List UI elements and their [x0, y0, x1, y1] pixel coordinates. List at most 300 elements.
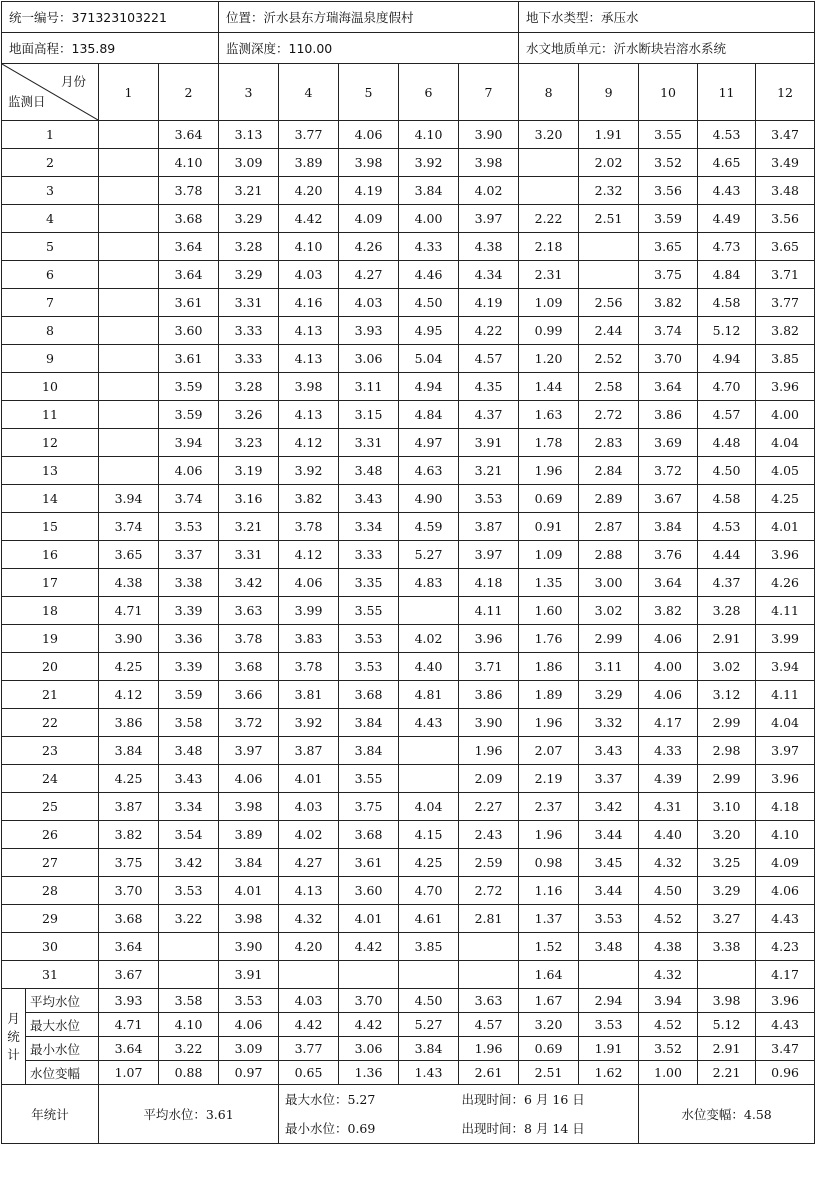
water-level-cell: 3.81 — [279, 681, 339, 709]
water-level-cell: 3.98 — [339, 149, 399, 177]
water-level-cell: 4.11 — [756, 597, 815, 625]
water-level-cell: 3.86 — [639, 401, 698, 429]
water-level-cell: 1.96 — [519, 709, 579, 737]
water-level-cell: 3.90 — [99, 625, 159, 653]
water-level-cell: 4.38 — [459, 233, 519, 261]
water-level-cell: 3.55 — [339, 597, 399, 625]
month-header: 7 — [459, 64, 519, 121]
table-row — [2, 877, 815, 905]
water-level-cell: 4.52 — [639, 905, 698, 933]
water-level-cell: 3.33 — [219, 317, 279, 345]
water-level-cell: 3.06 — [339, 345, 399, 373]
table-row — [2, 429, 815, 457]
water-level-cell: 4.12 — [279, 541, 339, 569]
water-level-cell — [99, 457, 159, 485]
water-level-cell: 4.03 — [279, 793, 339, 821]
water-level-cell: 3.61 — [159, 345, 219, 373]
water-level-cell: 3.84 — [339, 737, 399, 765]
water-level-cell: 0.99 — [519, 317, 579, 345]
water-level-cell: 4.50 — [639, 877, 698, 905]
water-level-cell: 1.09 — [519, 289, 579, 317]
water-level-cell: 3.64 — [159, 261, 219, 289]
day-number: 10 — [2, 373, 99, 401]
water-level-cell: 3.47 — [756, 121, 815, 149]
water-level-cell: 3.09 — [219, 149, 279, 177]
water-level-cell: 0.91 — [519, 513, 579, 541]
water-level-cell: 4.32 — [639, 961, 698, 989]
water-level-cell: 3.75 — [639, 261, 698, 289]
water-level-cell: 3.76 — [639, 541, 698, 569]
water-level-cell: 4.10 — [756, 821, 815, 849]
stat-value: 3.84 — [399, 1037, 459, 1061]
stat-value: 0.65 — [279, 1061, 339, 1085]
water-level-cell: 4.57 — [459, 345, 519, 373]
day-number: 12 — [2, 429, 99, 457]
water-level-cell: 3.56 — [756, 205, 815, 233]
table-row — [2, 765, 815, 793]
day-number: 2 — [2, 149, 99, 177]
water-level-cell: 3.68 — [339, 681, 399, 709]
water-level-cell: 3.82 — [639, 597, 698, 625]
water-level-cell: 3.98 — [219, 793, 279, 821]
water-level-cell — [99, 233, 159, 261]
water-level-cell: 3.11 — [579, 653, 639, 681]
water-level-cell: 1.89 — [519, 681, 579, 709]
table-row — [2, 149, 815, 177]
water-level-cell: 4.25 — [399, 849, 459, 877]
water-level-cell: 4.17 — [639, 709, 698, 737]
water-level-cell: 2.83 — [579, 429, 639, 457]
water-level-cell: 1.96 — [519, 821, 579, 849]
table-row — [2, 345, 815, 373]
water-level-cell: 3.84 — [339, 709, 399, 737]
water-level-cell: 4.70 — [698, 373, 756, 401]
water-level-cell: 2.84 — [579, 457, 639, 485]
stat-value: 5.12 — [698, 1013, 756, 1037]
table-row — [2, 597, 815, 625]
month-header: 12 — [756, 64, 815, 121]
water-level-cell: 3.96 — [756, 541, 815, 569]
groundwater-type: 地下水类型：承压水 — [519, 2, 815, 33]
water-level-cell: 3.74 — [639, 317, 698, 345]
day-number: 16 — [2, 541, 99, 569]
water-level-cell: 1.09 — [519, 541, 579, 569]
water-level-cell: 1.60 — [519, 597, 579, 625]
water-level-cell: 3.96 — [459, 625, 519, 653]
water-level-cell: 4.57 — [698, 401, 756, 429]
water-level-cell: 4.00 — [639, 653, 698, 681]
water-level-cell: 4.50 — [698, 457, 756, 485]
water-level-cell: 3.59 — [159, 681, 219, 709]
group-char: 月 — [7, 1010, 20, 1026]
water-level-cell: 4.38 — [99, 569, 159, 597]
water-level-cell: 3.64 — [159, 233, 219, 261]
water-level-cell: 4.84 — [399, 401, 459, 429]
water-level-cell: 3.97 — [756, 737, 815, 765]
water-level-cell: 3.53 — [339, 653, 399, 681]
water-level-cell: 4.31 — [639, 793, 698, 821]
stat-value: 4.50 — [399, 989, 459, 1013]
water-level-cell: 3.61 — [339, 849, 399, 877]
stat-label: 水位变幅 — [26, 1061, 99, 1085]
water-level-cell: 3.91 — [459, 429, 519, 457]
station-id: 统一编号：371323103221 — [2, 2, 219, 33]
water-level-cell: 3.42 — [159, 849, 219, 877]
water-level-cell: 3.29 — [219, 261, 279, 289]
stat-value: 4.42 — [339, 1013, 399, 1037]
water-level-cell: 4.06 — [639, 625, 698, 653]
water-level-cell: 3.96 — [756, 373, 815, 401]
water-level-cell: 4.53 — [698, 121, 756, 149]
water-level-cell: 3.82 — [99, 821, 159, 849]
water-level-cell — [579, 961, 639, 989]
table-row — [2, 821, 815, 849]
water-level-cell: 3.21 — [219, 177, 279, 205]
table-row — [2, 653, 815, 681]
water-level-cell: 3.10 — [698, 793, 756, 821]
water-level-cell: 4.10 — [399, 121, 459, 149]
water-level-cell: 3.42 — [579, 793, 639, 821]
water-level-cell: 4.59 — [399, 513, 459, 541]
day-number: 9 — [2, 345, 99, 373]
table-row — [2, 373, 815, 401]
water-level-cell: 3.48 — [756, 177, 815, 205]
water-level-cell: 2.72 — [459, 877, 519, 905]
stat-value: 3.94 — [639, 989, 698, 1013]
water-level-cell: 4.43 — [756, 905, 815, 933]
water-level-cell: 3.53 — [159, 877, 219, 905]
water-level-cell: 3.82 — [279, 485, 339, 513]
water-level-cell: 4.97 — [399, 429, 459, 457]
water-level-cell: 3.97 — [459, 541, 519, 569]
water-level-cell: 4.11 — [756, 681, 815, 709]
table-row — [2, 933, 815, 961]
water-level-cell: 3.68 — [99, 905, 159, 933]
water-level-cell: 1.63 — [519, 401, 579, 429]
water-level-cell: 3.84 — [219, 849, 279, 877]
water-level-cell: 3.22 — [159, 905, 219, 933]
water-level-cell: 3.70 — [99, 877, 159, 905]
water-level-cell: 4.19 — [339, 177, 399, 205]
water-level-cell: 3.49 — [756, 149, 815, 177]
water-level-cell: 2.88 — [579, 541, 639, 569]
water-level-cell: 4.34 — [459, 261, 519, 289]
water-level-cell — [279, 961, 339, 989]
stat-value: 0.97 — [219, 1061, 279, 1085]
month-header: 9 — [579, 64, 639, 121]
water-level-cell: 1.52 — [519, 933, 579, 961]
water-level-cell: 4.43 — [399, 709, 459, 737]
water-level-cell: 3.45 — [579, 849, 639, 877]
water-level-cell: 4.50 — [399, 289, 459, 317]
water-level-cell: 3.78 — [279, 513, 339, 541]
stat-value: 3.53 — [579, 1013, 639, 1037]
water-level-cell: 3.96 — [756, 765, 815, 793]
water-level-cell: 4.06 — [219, 765, 279, 793]
stat-label: 平均水位 — [26, 989, 99, 1013]
table-row — [2, 261, 815, 289]
day-number: 29 — [2, 905, 99, 933]
water-level-cell: 3.94 — [99, 485, 159, 513]
water-level-cell: 3.55 — [339, 765, 399, 793]
table-row — [2, 317, 815, 345]
water-level-cell: 3.89 — [219, 821, 279, 849]
month-header: 4 — [279, 64, 339, 121]
water-level-cell: 1.96 — [519, 457, 579, 485]
table-row — [2, 541, 815, 569]
water-level-cell: 0.69 — [519, 485, 579, 513]
water-level-cell: 4.65 — [698, 149, 756, 177]
info-row-1 — [2, 2, 815, 33]
water-level-cell — [579, 233, 639, 261]
water-level-cell: 3.74 — [99, 513, 159, 541]
month-header: 2 — [159, 64, 219, 121]
water-level-cell: 4.70 — [399, 877, 459, 905]
water-level-cell: 4.00 — [399, 205, 459, 233]
water-level-cell: 3.29 — [698, 877, 756, 905]
water-level-cell: 3.31 — [219, 289, 279, 317]
water-level-cell: 3.53 — [159, 513, 219, 541]
day-number: 20 — [2, 653, 99, 681]
water-level-cell: 3.93 — [339, 317, 399, 345]
stat-value: 0.88 — [159, 1061, 219, 1085]
hydrogeologic-unit: 水文地质单元：沂水断块岩溶水系统 — [519, 33, 815, 64]
water-level-cell: 4.16 — [279, 289, 339, 317]
day-number: 5 — [2, 233, 99, 261]
water-level-cell — [399, 765, 459, 793]
water-level-cell: 0.98 — [519, 849, 579, 877]
water-level-cell: 3.98 — [279, 373, 339, 401]
water-level-cell: 3.78 — [219, 625, 279, 653]
water-level-cell: 1.20 — [519, 345, 579, 373]
monthly-stat-row — [2, 1037, 815, 1061]
water-level-cell: 4.23 — [756, 933, 815, 961]
water-level-cell: 3.90 — [459, 121, 519, 149]
stat-value: 3.53 — [219, 989, 279, 1013]
stat-value: 4.71 — [99, 1013, 159, 1037]
water-level-cell: 3.59 — [639, 205, 698, 233]
water-level-cell: 2.99 — [698, 709, 756, 737]
water-level-cell: 3.66 — [219, 681, 279, 709]
water-level-cell: 3.60 — [159, 317, 219, 345]
water-level-cell: 4.26 — [339, 233, 399, 261]
water-level-cell — [698, 961, 756, 989]
water-level-cell: 3.32 — [579, 709, 639, 737]
water-level-cell: 5.12 — [698, 317, 756, 345]
water-level-cell: 3.98 — [219, 905, 279, 933]
water-level-cell: 3.29 — [579, 681, 639, 709]
water-level-cell: 4.03 — [339, 289, 399, 317]
water-level-cell: 3.43 — [339, 485, 399, 513]
water-level-cell: 4.01 — [219, 877, 279, 905]
water-level-cell: 4.25 — [756, 485, 815, 513]
month-header: 6 — [399, 64, 459, 121]
water-level-cell: 4.13 — [279, 345, 339, 373]
water-level-cell: 3.87 — [99, 793, 159, 821]
water-level-cell: 4.20 — [279, 933, 339, 961]
stat-value: 3.22 — [159, 1037, 219, 1061]
stat-value: 1.67 — [519, 989, 579, 1013]
water-level-cell: 3.38 — [698, 933, 756, 961]
water-level-cell: 2.98 — [698, 737, 756, 765]
water-level-cell: 3.16 — [219, 485, 279, 513]
water-level-cell: 4.58 — [698, 289, 756, 317]
station-location: 位置：沂水县东方瑞海温泉度假村 — [219, 2, 519, 33]
water-level-cell — [99, 121, 159, 149]
water-level-cell: 3.02 — [698, 653, 756, 681]
water-level-cell: 2.02 — [579, 149, 639, 177]
annual-extremes — [279, 1085, 639, 1144]
water-level-cell: 4.13 — [279, 877, 339, 905]
water-level-cell: 4.13 — [279, 401, 339, 429]
table-row — [2, 793, 815, 821]
table-row — [2, 709, 815, 737]
day-number: 3 — [2, 177, 99, 205]
water-level-cell: 4.43 — [698, 177, 756, 205]
day-number: 31 — [2, 961, 99, 989]
water-level-cell: 3.54 — [159, 821, 219, 849]
day-number: 8 — [2, 317, 99, 345]
water-level-cell: 3.64 — [99, 933, 159, 961]
day-number: 26 — [2, 821, 99, 849]
water-level-cell: 3.84 — [639, 513, 698, 541]
water-level-cell: 3.83 — [279, 625, 339, 653]
water-level-cell: 4.10 — [159, 149, 219, 177]
stat-value: 4.03 — [279, 989, 339, 1013]
day-number: 1 — [2, 121, 99, 149]
table-row — [2, 961, 815, 989]
water-level-cell: 3.71 — [756, 261, 815, 289]
annual-min: 最小水位：0.69 — [285, 1121, 376, 1136]
water-level-cell: 4.44 — [698, 541, 756, 569]
group-char: 统 — [7, 1028, 20, 1044]
water-level-cell: 3.59 — [159, 401, 219, 429]
water-level-cell: 3.38 — [159, 569, 219, 597]
water-level-cell: 4.11 — [459, 597, 519, 625]
water-level-cell: 3.92 — [279, 709, 339, 737]
water-level-cell — [99, 401, 159, 429]
water-level-cell: 3.72 — [639, 457, 698, 485]
water-level-cell: 3.48 — [339, 457, 399, 485]
water-level-cell: 3.87 — [279, 737, 339, 765]
water-level-cell: 3.78 — [159, 177, 219, 205]
water-level-cell: 4.32 — [279, 905, 339, 933]
water-level-cell: 4.22 — [459, 317, 519, 345]
water-level-cell: 4.33 — [639, 737, 698, 765]
water-level-cell: 2.09 — [459, 765, 519, 793]
water-level-cell: 3.65 — [99, 541, 159, 569]
table-row — [2, 569, 815, 597]
day-number: 17 — [2, 569, 99, 597]
water-level-cell: 4.04 — [756, 429, 815, 457]
annual-min-time: 出现时间：8 月 14 日 — [461, 1121, 585, 1136]
water-level-cell: 3.64 — [639, 569, 698, 597]
water-level-cell: 3.26 — [219, 401, 279, 429]
stat-value: 3.09 — [219, 1037, 279, 1061]
water-level-cell: 3.35 — [339, 569, 399, 597]
water-level-cell: 2.72 — [579, 401, 639, 429]
water-level-cell: 3.36 — [159, 625, 219, 653]
water-level-cell: 3.33 — [219, 345, 279, 373]
day-number: 11 — [2, 401, 99, 429]
water-level-cell: 3.37 — [579, 765, 639, 793]
water-level-cell: 3.53 — [579, 905, 639, 933]
water-level-cell: 3.90 — [219, 933, 279, 961]
water-level-cell: 3.92 — [279, 457, 339, 485]
water-level-cell: 1.78 — [519, 429, 579, 457]
water-level-cell: 1.64 — [519, 961, 579, 989]
stat-value: 3.64 — [99, 1037, 159, 1061]
stat-value: 4.42 — [279, 1013, 339, 1037]
water-level-cell: 4.04 — [756, 709, 815, 737]
water-level-cell: 4.94 — [698, 345, 756, 373]
water-level-cell: 3.94 — [756, 653, 815, 681]
annual-max-time: 出现时间：6 月 16 日 — [461, 1092, 585, 1107]
water-level-cell: 4.01 — [279, 765, 339, 793]
water-level-cell: 3.86 — [99, 709, 159, 737]
water-level-cell: 4.27 — [279, 849, 339, 877]
stat-value: 4.06 — [219, 1013, 279, 1037]
annual-range: 水位变幅：4.58 — [639, 1085, 815, 1144]
water-level-cell: 3.97 — [459, 205, 519, 233]
water-level-cell: 3.70 — [639, 345, 698, 373]
water-level-cell: 4.00 — [756, 401, 815, 429]
water-level-cell: 2.59 — [459, 849, 519, 877]
water-level-cell: 2.37 — [519, 793, 579, 821]
water-level-cell — [459, 933, 519, 961]
water-level-cell — [399, 961, 459, 989]
table-row — [2, 905, 815, 933]
stat-value: 3.96 — [756, 989, 815, 1013]
water-level-cell: 4.10 — [279, 233, 339, 261]
water-level-cell — [459, 961, 519, 989]
water-level-cell: 3.86 — [459, 681, 519, 709]
water-level-cell: 3.44 — [579, 821, 639, 849]
water-level-cell: 3.37 — [159, 541, 219, 569]
water-level-cell — [399, 597, 459, 625]
water-level-cell: 1.96 — [459, 737, 519, 765]
water-level-cell: 3.98 — [459, 149, 519, 177]
table-row — [2, 401, 815, 429]
stat-value: 2.94 — [579, 989, 639, 1013]
water-level-cell: 4.35 — [459, 373, 519, 401]
water-level-cell: 3.64 — [639, 373, 698, 401]
water-level-cell: 3.31 — [339, 429, 399, 457]
water-level-cell: 4.02 — [399, 625, 459, 653]
water-level-cell: 3.44 — [579, 877, 639, 905]
day-number: 18 — [2, 597, 99, 625]
water-level-cell: 2.22 — [519, 205, 579, 233]
water-level-cell: 2.07 — [519, 737, 579, 765]
water-level-cell: 3.00 — [579, 569, 639, 597]
water-level-cell — [579, 261, 639, 289]
water-level-cell: 3.34 — [339, 513, 399, 541]
water-level-table — [1, 1, 815, 1144]
water-level-cell: 4.19 — [459, 289, 519, 317]
water-level-cell: 3.21 — [459, 457, 519, 485]
water-level-cell: 4.37 — [459, 401, 519, 429]
annual-mean: 平均水位：3.61 — [99, 1085, 279, 1144]
water-level-cell: 3.97 — [219, 737, 279, 765]
info-row-2 — [2, 33, 815, 64]
water-level-cell: 4.90 — [399, 485, 459, 513]
stat-value: 1.36 — [339, 1061, 399, 1085]
water-level-cell: 3.12 — [698, 681, 756, 709]
water-level-cell: 3.77 — [279, 121, 339, 149]
water-level-cell: 3.02 — [579, 597, 639, 625]
annual-stats-row — [2, 1085, 815, 1144]
water-level-cell: 3.68 — [339, 821, 399, 849]
